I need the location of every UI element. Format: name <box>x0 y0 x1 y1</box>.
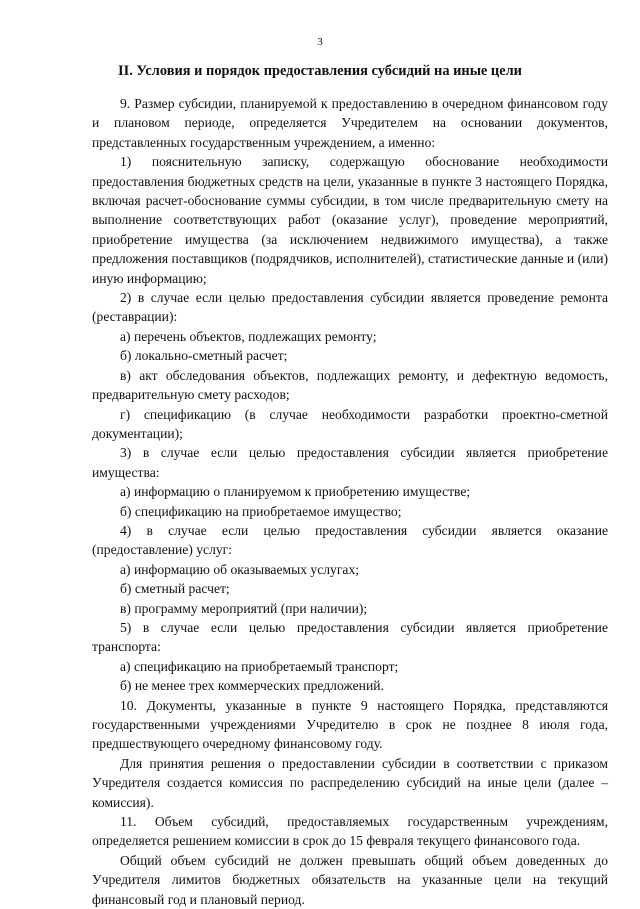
paragraph-services-case: 4) в случае если целью предоставления субсидии является оказание (предоставление) услуг: <box>92 522 608 558</box>
paragraph-repair-b: б) локально-сметный расчет; <box>120 348 288 364</box>
paragraph-explanatory-note: 1) пояснительную записку, содержащую обоснование необходимости предоставления бюджетных средств на цели, указанные в пункте 3 настоящего Порядка, включая расчет-обоснование суммы субсидии, в том числе предварительную смету на выполнение соответствующих работ (оказание услуг), проведение мероприятий, приобретение имущества (за исключением недвижимого имущества), а также предложения поставщиков (подрядчиков, исполнителей), статистические данные и (или) иную информацию; <box>92 154 608 286</box>
paragraph-transport-b: б) не менее трех коммерческих предложений. <box>120 678 384 694</box>
paragraph-property-a: а) информацию о планируемом к приобретению имуществе; <box>120 484 471 500</box>
paragraph-services-b: б) сметный расчет; <box>120 581 230 597</box>
paragraph-property-b: б) спецификацию на приобретаемое имущество; <box>120 503 402 519</box>
paragraph-item-10: 10. Документы, указанные в пункте 9 настоящего Порядка, представляются государственными учреждениями Учредителю в срок не позднее 8 июля года, предшествующего очередному финансовому году. <box>92 697 608 752</box>
paragraph-repair-d: г) спецификацию (в случае необходимости разработки проектно-сметной документации); <box>92 406 608 441</box>
paragraph-transport-a: а) спецификацию на приобретаемый транспорт; <box>120 658 399 674</box>
paragraph-services-a: а) информацию об оказываемых услугах; <box>120 561 360 577</box>
paragraph-repair-a: а) перечень объектов, подлежащих ремонту; <box>120 328 377 344</box>
document-body <box>92 94 608 909</box>
paragraph-commission: Для принятия решения о предоставлении субсидии в соответствии с приказом Учредителя создается комиссия по распределению субсидий на иные цели (далее – комиссия). <box>92 755 608 810</box>
section-title: II. Условия и порядок предоставления субсидий на иные цели <box>118 63 522 79</box>
paragraph-property-case: 3) в случае если целью предоставления субсидии является приобретение имущества: <box>92 445 608 480</box>
paragraph-transport-case: 5) в случае если целью предоставления субсидии является приобретение транспорта: <box>92 619 608 655</box>
paragraph-repair-c: в) акт обследования объектов, подлежащих ремонту, и дефектную ведомость, предварительную смету расходов; <box>92 367 608 403</box>
paragraph-services-c: в) программу мероприятий (при наличии); <box>120 600 368 616</box>
paragraph-item-11: 11. Объем субсидий, предоставляемых государственным учреждениям, определяется решением комиссии в срок до 15 февраля текущего финансового года. <box>92 814 608 849</box>
page-number: 3 <box>317 36 323 48</box>
paragraph-total-volume: Общий объем субсидий не должен превышать общий объем доведенных до Учредителя лимитов бюджетных обязательств на указанные цели на текущий финансовый год и плановый период. <box>92 852 608 907</box>
paragraph-repair-case: 2) в случае если целью предоставления субсидии является проведение ремонта (реставрации): <box>92 290 608 325</box>
paragraph-item-9: 9. Размер субсидии, планируемой к предоставлению в очередном финансовом году и плановом периоде, определяется Учредителем на основании документов, представленных государственным учреждением, а именно: <box>92 96 608 150</box>
